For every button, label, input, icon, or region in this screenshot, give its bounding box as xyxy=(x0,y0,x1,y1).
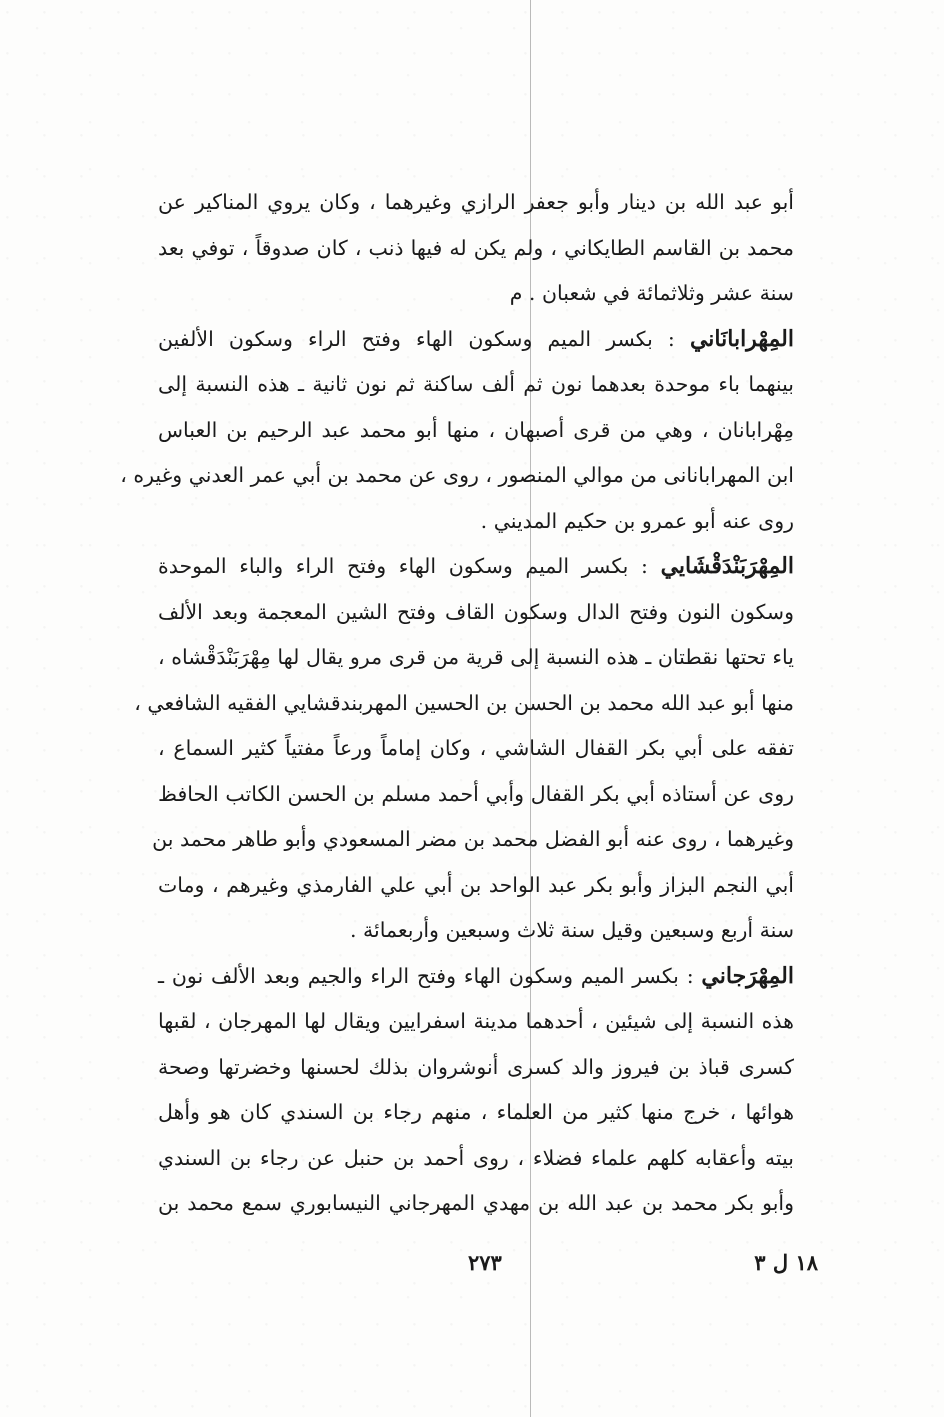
text-line xyxy=(158,226,794,272)
text-line xyxy=(158,863,794,909)
text-line xyxy=(120,453,794,499)
line-text: أبي النجم البزاز وأبو بكر عبد الواحد بن أبي علي الفارمذي وغيرهم ، ومات xyxy=(158,872,794,897)
entry-headword: المِهْرَبَنْدَقْشَايي xyxy=(660,553,794,579)
text-line xyxy=(158,1181,794,1227)
line-text: سنة أربع وسبعين وقيل سنة ثلاث وسبعين وأربعمائة . xyxy=(350,918,794,942)
text-line xyxy=(158,1045,794,1091)
page-footer xyxy=(158,1250,818,1290)
line-text: : بكسر الميم وسكون الهاء وفتح الراء والباء الموحدة xyxy=(158,554,661,578)
line-text: : بكسر الميم وسكون الهاء وفتح الراء وسكون الألفين xyxy=(158,326,690,351)
entry-headword: المِهْرَجاني xyxy=(701,962,794,989)
text-line xyxy=(134,681,794,727)
line-text: : بكسر الميم وسكون الهاء وفتح الراء والجيم وبعد الألف نون ـ xyxy=(158,963,702,988)
line-text: منها أبو عبد الله محمد بن الحسن بن الحسين المهربندقشايي الفقيه الشافعي ، xyxy=(134,690,794,715)
line-text: ياء تحتها نقطتان ـ هذه النسبة إلى قرية من قرى مرو يقال لها مِهْرَبَنْدَقْشاه ، xyxy=(158,645,794,669)
body-text xyxy=(120,180,794,1227)
line-text: سنة عشر وثلاثمائة في شعبان . م xyxy=(509,281,794,305)
text-line xyxy=(158,1136,794,1182)
text-line xyxy=(158,590,794,636)
text-line xyxy=(158,999,794,1045)
line-text: بينهما باء موحدة بعدهما نون ثم ألف ساكنة ثم نون ثانية ـ هذه النسبة إلى xyxy=(158,372,794,396)
text-line xyxy=(152,817,794,863)
text-line xyxy=(158,544,794,590)
text-line xyxy=(158,1090,794,1136)
signature-mark: ١٨ ل ٣ xyxy=(754,1250,818,1275)
entry-headword: المِهْرابانَاني xyxy=(689,325,794,352)
text-line xyxy=(158,271,794,317)
line-text: وسكون النون وفتح الدال وسكون القاف وفتح الشين المعجمة وبعد الألف xyxy=(158,599,794,624)
line-text: هذه النسبة إلى شيئين ، أحدهما مدينة اسفرايين ويقال لها المهرجان ، لقبها xyxy=(158,1009,794,1033)
line-text: وأبو بكر محمد بن عبد الله بن مهدي المهرجاني النيسابوري سمع محمد بن xyxy=(158,1191,794,1215)
line-text: وغيرهما ، روى عنه أبو الفضل محمد بن مضر المسعودي وأبو طاهر محمد بن xyxy=(152,827,794,851)
line-text: محمد بن القاسم الطايكاني ، ولم يكن له فيها ذنب ، كان صدوقاً ، توفي بعد xyxy=(158,235,794,260)
line-text: أبو عبد الله بن دينار وأبو جعفر الرازي وغيرهما ، وكان يروي المناكير عن xyxy=(158,190,794,214)
text-line xyxy=(158,408,794,454)
text-line xyxy=(158,499,794,545)
text-line xyxy=(158,362,794,408)
line-text: روى عنه أبو عمرو بن حكيم المديني . xyxy=(480,508,794,533)
line-text: ابن المهرابانانى من موالي المنصور ، روى عن محمد بن أبي عمر العدني وغيره ، xyxy=(120,463,794,487)
line-text: بيته وأعقابه كلهم علماء فضلاء ، روى أحمد بن حنبل عن رجاء بن السندي xyxy=(158,1145,794,1170)
text-line xyxy=(158,726,794,772)
line-text: كسرى قباذ بن فيروز والد كسرى أنوشروان بذلك لحسنها وخضرتها وصحة xyxy=(158,1054,794,1079)
text-line xyxy=(158,954,794,1000)
line-text: مِهْرابانان ، وهي من قرى أصبهان ، منها أبو محمد عبد الرحيم بن العباس xyxy=(158,417,794,442)
text-line xyxy=(158,180,794,226)
text-line xyxy=(158,772,794,818)
page-number: ٢٧٣ xyxy=(468,1250,502,1275)
line-text: روى عن أستاذه أبي بكر القفال وأبي أحمد مسلم بن الحسن الكاتب الحافظ xyxy=(158,781,794,806)
line-text: هوائها ، خرج منها كثير من العلماء ، منهم رجاء بن السندي كان هو وأهل xyxy=(158,1100,794,1124)
text-line xyxy=(158,635,794,681)
text-line xyxy=(158,908,794,954)
text-line xyxy=(158,317,794,363)
line-text: تفقه على أبي بكر القفال الشاشي ، وكان إماماً ورعاً مفتياً كثير السماع ، xyxy=(158,736,794,760)
